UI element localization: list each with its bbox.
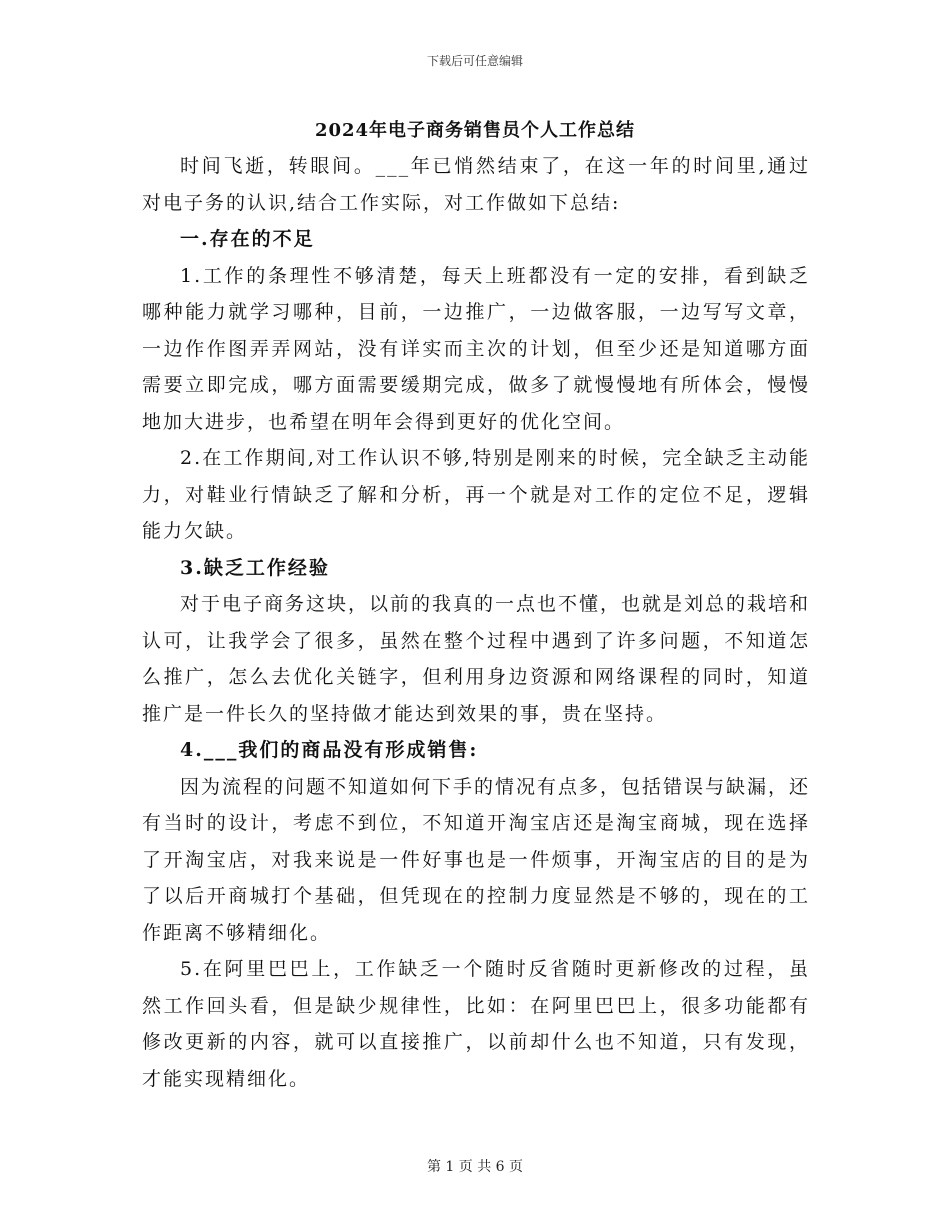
page-footer: 第 1 页 共 6 页: [426, 1159, 524, 1175]
paragraph-sales: 因为流程的问题不知道如何下手的情况有点多，包括错误与缺漏，还有当时的设计，考虑不到位，不知道开淘宝店还是淘宝商城，现在选择了开淘宝店，对我来说是一件好事也是一件烦事，开淘宝店的目的是为了以后开商城打个基础，但凭现在的控制力度显然是不够的，现在的工作距离不够精细化。: [142, 775, 811, 944]
section-heading-experience: 3.缺乏工作经验: [180, 556, 330, 579]
document-title: 2024年电子商务销售员个人工作总结: [314, 120, 636, 141]
paragraph-item-1: 1.工作的条理性不够清楚，每天上班都没有一定的安排，看到缺乏哪种能力就学习哪种，目前，一边推广，一边做客服，一边写写文章，一边作作图弄弄网站，没有详实而主次的计划，但至少还是知道哪方面需要立即完成，哪方面需要缓期完成，做多了就慢慢地有所体会，慢慢地加大进步，也希望在明年会得到更好的优化空间。: [142, 264, 810, 433]
page-header: 下载后可任意编辑: [426, 54, 523, 68]
paragraph-item-5: 5.在阿里巴巴上，工作缺乏一个随时反省随时更新修改的过程，虽然工作回头看，但是缺少规律性，比如：在阿里巴巴上，很多功能都有修改更新的内容，就可以直接推广，以前却什么也不知道，只有发现，才能实现精细化。: [142, 958, 810, 1090]
section-heading-sales: 4.___我们的商品没有形成销售:: [180, 739, 479, 761]
paragraph-item-2: 2.在工作期间,对工作认识不够,特别是刚来的时候，完全缺乏主动能力，对鞋业行情缺乏了解和分析，再一个就是对工作的定位不足，逻辑能力欠缺。: [142, 447, 810, 542]
paragraph-intro: 时间飞逝，转眼间。___年已悄然结束了，在这一年的时间里,通过对电子务的认识,结合工作实际，对工作做如下总结:: [142, 155, 810, 214]
paragraph-experience: 对于电子商务这块，以前的我真的一点也不懂，也就是刘总的栽培和认可，让我学会了很多，虽然在整个过程中遇到了许多问题，不知道怎么推广，怎么去优化关链字，但利用身边资源和网络课程的同时，知道推广是一件长久的坚持做才能达到效果的事，贵在坚持。: [142, 593, 811, 725]
section-heading-shortcomings: 一.存在的不足: [180, 228, 315, 250]
document-body: [142, 148, 810, 1097]
